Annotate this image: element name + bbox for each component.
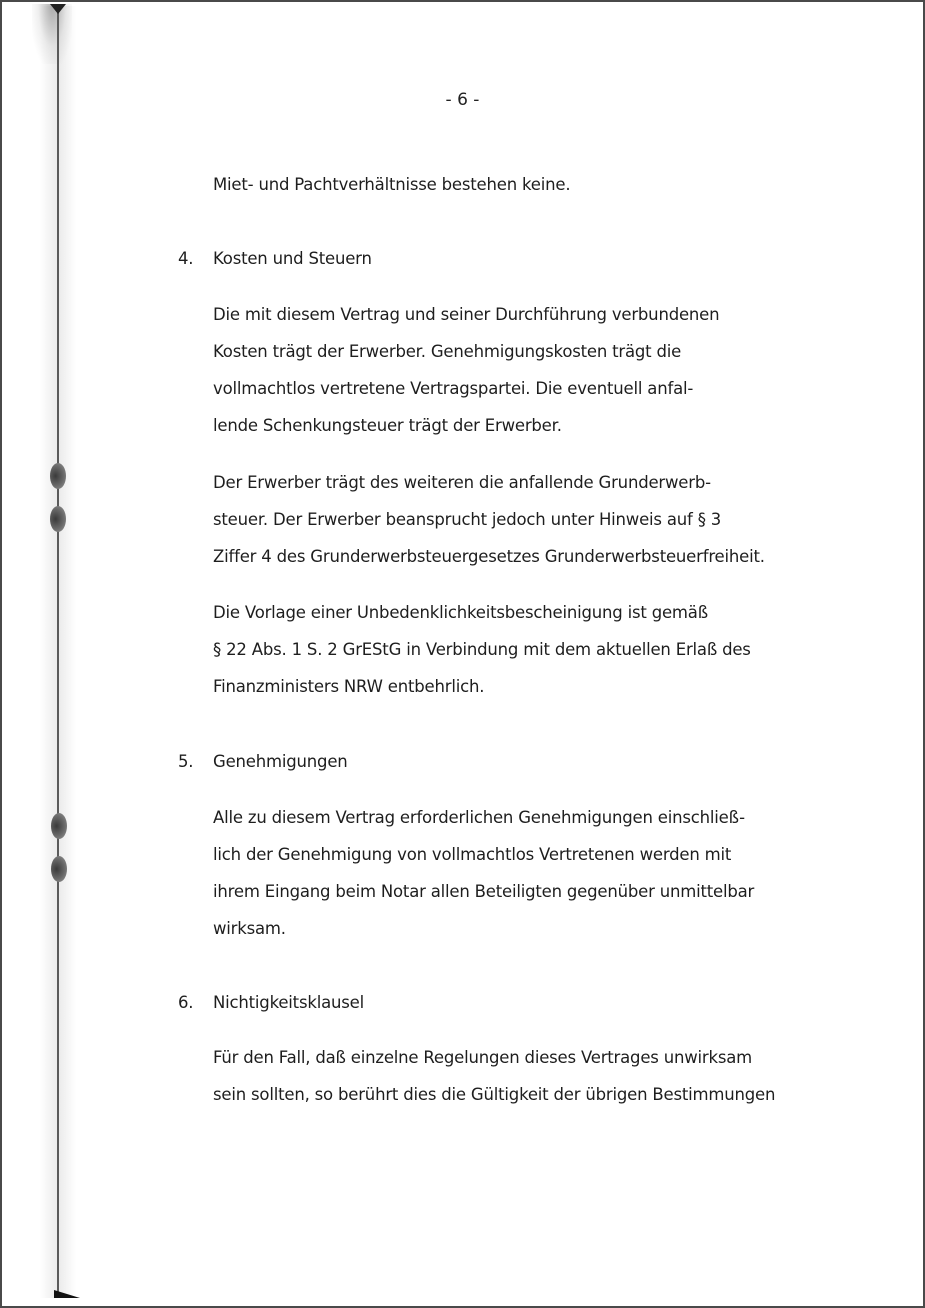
binding-clip-icon: [51, 856, 67, 882]
binding-line: [57, 6, 59, 1296]
binding-bottom-tip-icon: [54, 1290, 80, 1298]
paragraph-line: Finanzministers NRW entbehrlich.: [213, 677, 485, 696]
paragraph-line: § 22 Abs. 1 S. 2 GrEStG in Verbindung mit dem aktuellen Erlaß des: [213, 640, 751, 659]
paragraph-line: Alle zu diesem Vertrag erforderlichen Genehmigungen einschließ-: [213, 808, 745, 827]
paragraph-line: wirksam.: [213, 919, 286, 938]
binding-clip-icon: [51, 813, 67, 839]
page-number: - 6 -: [445, 90, 480, 110]
paragraph-line: lich der Genehmigung von vollmachtlos Vertretenen werden mit: [213, 845, 732, 864]
paragraph-line: lende Schenkungsteuer trägt der Erwerber.: [213, 416, 562, 435]
paragraph-line: sein sollten, so berührt dies die Gültigkeit der übrigen Bestimmungen: [213, 1085, 776, 1104]
paragraph-line: vollmachtlos vertretene Vertragspartei. Die eventuell anfal-: [213, 379, 694, 398]
paragraph-line: Für den Fall, daß einzelne Regelungen dieses Vertrages unwirksam: [213, 1048, 753, 1067]
paragraph-line: Die Vorlage einer Unbedenklichkeitsbescheinigung ist gemäß: [213, 603, 708, 622]
section-heading: Nichtigkeitsklausel: [213, 993, 364, 1012]
paragraph-line: Ziffer 4 des Grunderwerbsteuergesetzes Grunderwerbsteuerfreiheit.: [213, 547, 765, 566]
section-number: 5.: [178, 752, 194, 771]
paragraph-line: ihrem Eingang beim Notar allen Beteiligten gegenüber unmittelbar: [213, 882, 755, 901]
section-heading: Kosten und Steuern: [213, 249, 372, 268]
paragraph-line: steuer. Der Erwerber beansprucht jedoch unter Hinweis auf § 3: [213, 510, 722, 529]
binding-clip-icon: [50, 506, 66, 532]
binding-top-tip-icon: [50, 4, 66, 14]
paragraph-line: Kosten trägt der Erwerber. Genehmigungskosten trägt die: [213, 342, 682, 361]
binding-clip-icon: [50, 463, 66, 489]
paragraph-line: Die mit diesem Vertrag und seiner Durchführung verbundenen: [213, 305, 720, 324]
binding-strip: [28, 0, 88, 1308]
section-number: 4.: [178, 249, 194, 268]
section-number: 6.: [178, 993, 194, 1012]
paragraph-line: Der Erwerber trägt des weiteren die anfallende Grunderwerb-: [213, 473, 711, 492]
intro-text: Miet- und Pachtverhältnisse bestehen keine.: [213, 175, 571, 194]
section-heading: Genehmigungen: [213, 752, 348, 771]
